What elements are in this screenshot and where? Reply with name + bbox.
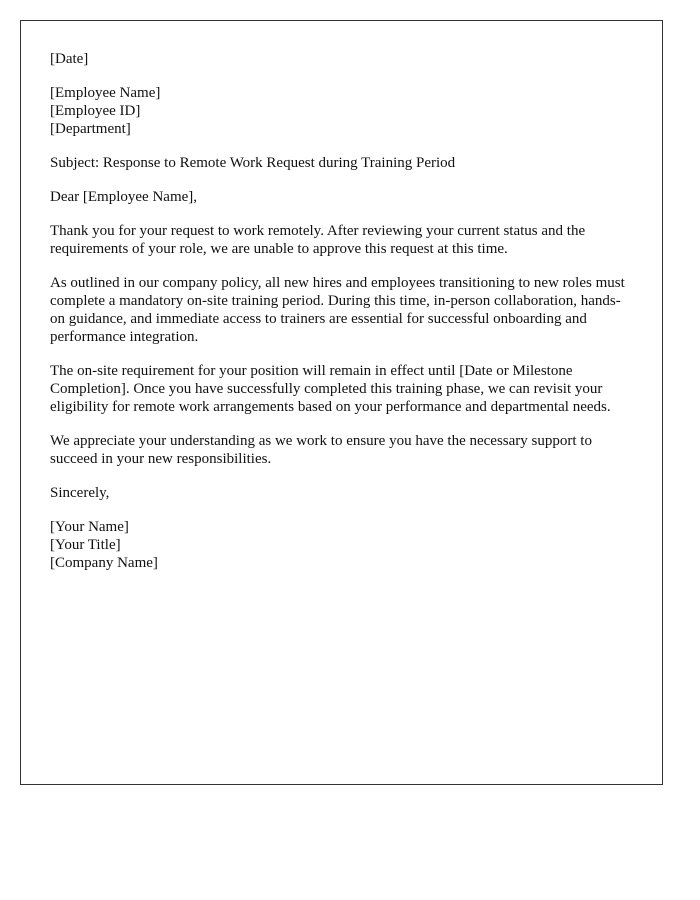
body-paragraph: The on-site requirement for your position will remain in effect until [Date or Milestone Completion]. Once you have successfully completed this training phase, we can revisit your eligibility for remote work arrangements based on your performance and departmental needs. [50, 363, 611, 415]
sender-title: [Your Title] [50, 537, 121, 553]
body-paragraph: As outlined in our company policy, all new hires and employees transitioning to new roles must complete a mandatory on-site training period. During this time, in-person collaboration, hands-on guidance, and immediate access to trainers are essential for successful onboarding and performance integration. [50, 275, 625, 345]
letter-document [20, 20, 663, 785]
body-paragraph: Thank you for your request to work remotely. After reviewing your current status and the requirements of your role, we are unable to approve this request at this time. [50, 223, 586, 257]
letter-closing: Sincerely, [50, 485, 110, 501]
recipient-department: [Department] [50, 121, 131, 137]
sender-company: [Company Name] [50, 555, 158, 571]
recipient-name: [Employee Name] [50, 85, 161, 101]
recipient-id: [Employee ID] [50, 103, 141, 119]
body-paragraph: We appreciate your understanding as we work to ensure you have the necessary support to succeed in your new responsibilities. [50, 433, 592, 467]
letter-subject: Subject: Response to Remote Work Request during Training Period [50, 155, 456, 171]
letter-salutation: Dear [Employee Name], [50, 189, 198, 205]
letter-date: [Date] [50, 51, 89, 67]
recipient-block [50, 84, 633, 138]
sender-block [50, 518, 633, 572]
sender-name: [Your Name] [50, 519, 129, 535]
